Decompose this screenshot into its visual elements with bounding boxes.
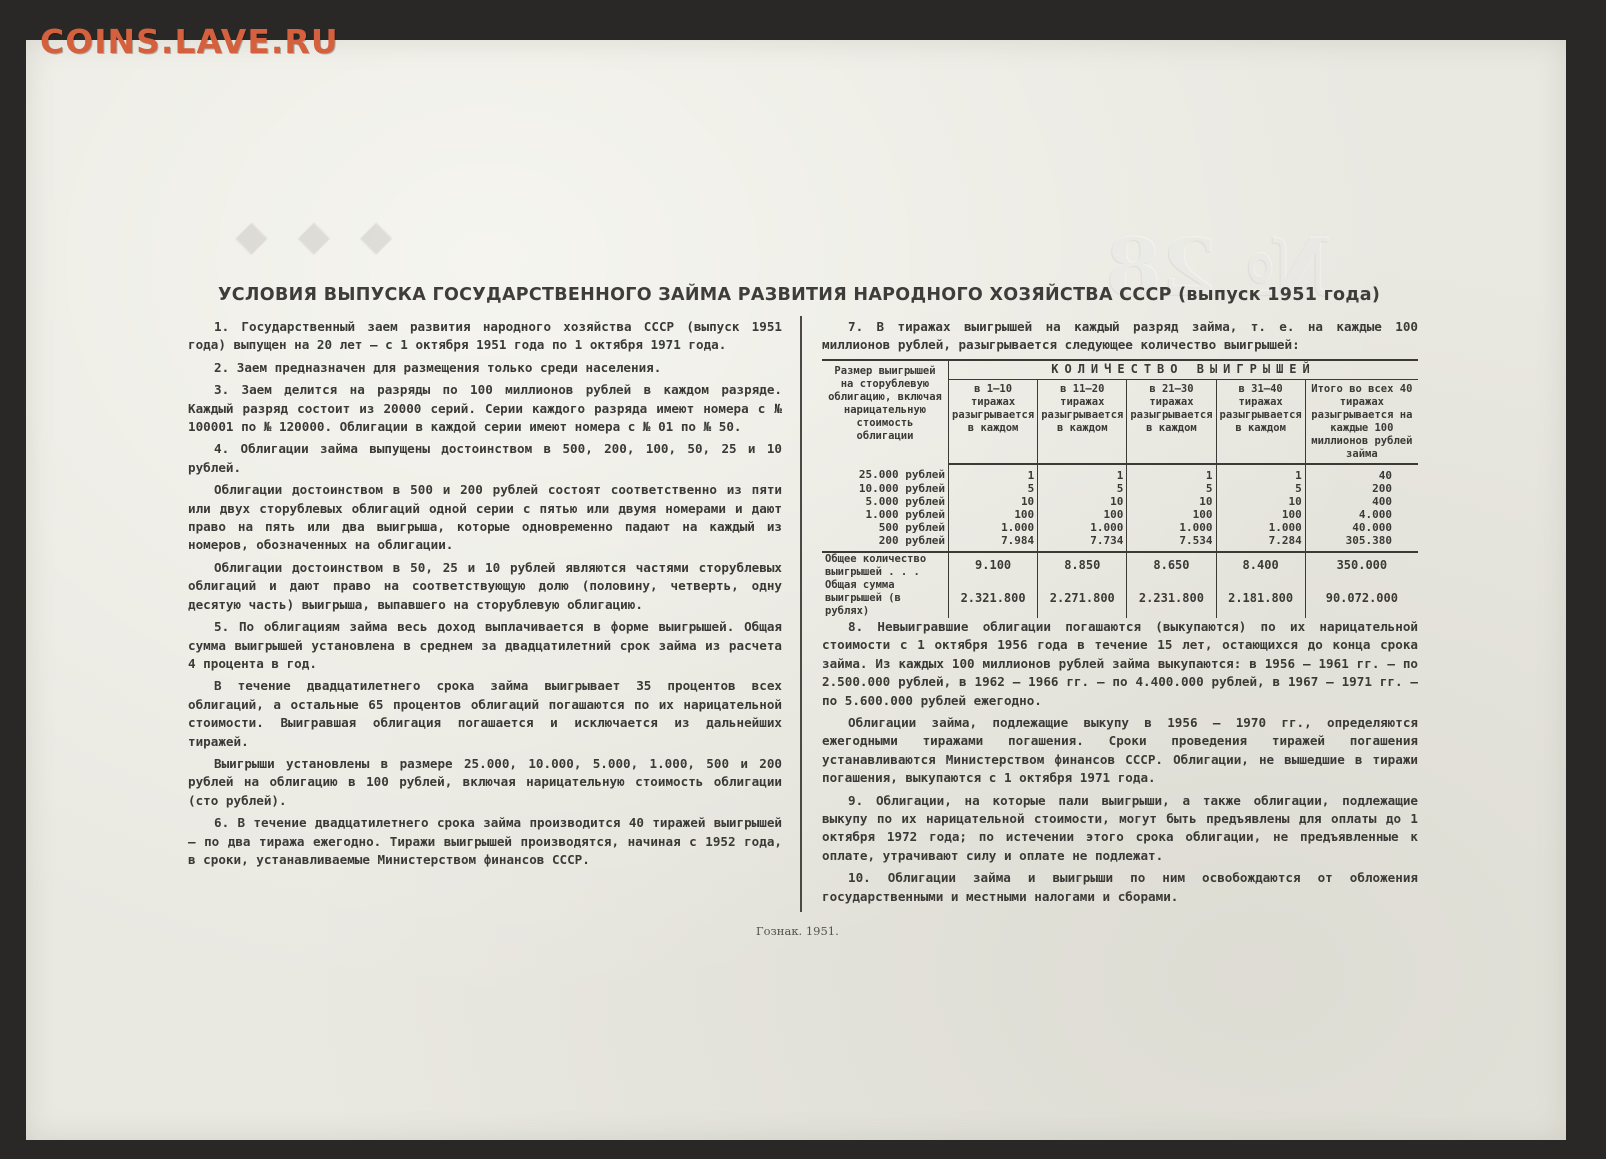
cell: 7.984 (949, 534, 1038, 552)
cell: 40.000 (1352, 520, 1392, 534)
table-header-col: в 31—40 тиражах разыгрывается в каждом (1216, 379, 1305, 464)
cell: 2.181.800 (1216, 579, 1305, 618)
right-column (822, 318, 1418, 904)
paragraph: 3. Заем делится на разряды по 100 миллионов рублей в каждом разряде. Каждый разряд состоит из 20000 серий. Серии каждого разряда имеют номера с № 100001 по № 120000. Облигации в каждой серии имеют номера с № 01 по № 50. (188, 382, 782, 435)
row-label: 10.000 рублей (822, 482, 949, 495)
cell: 305.380 (1305, 534, 1418, 552)
cell: 10 (1216, 495, 1305, 508)
embossed-series-mark: ◆◆◆ (206, 210, 393, 259)
cell: 8.400 (1216, 552, 1305, 579)
cell: 10 (1127, 495, 1216, 508)
cell: 4.000 (1358, 507, 1392, 521)
row-label: 1.000 рублей (822, 508, 949, 521)
cell: 9.100 (949, 552, 1038, 579)
cell: 5 (949, 482, 1038, 495)
table-header-col: в 11—20 тиражах разыгрывается в каждом (1038, 379, 1127, 464)
cell: 1.000 (1127, 521, 1216, 534)
paragraph: В течение двадцатилетнего срока займа выигрывает 35 процентов всех облигаций, а остальные 65 процентов облигаций погашаются по их нарицательной стоимости. Выигравшая облигация погашается и исключается из дальнейших тиражей. (188, 678, 782, 749)
table-header-prize-size: Размер выигрышей на сторублевую облигацию, включая нарицательную стоимость облигации (822, 360, 949, 464)
cell: 10 (949, 495, 1038, 508)
table-row (822, 508, 1418, 521)
cell: 5 (1216, 482, 1305, 495)
row-label: 500 рублей (822, 521, 949, 534)
table-row-total-sum (822, 579, 1418, 618)
paragraph: Облигации достоинством в 50, 25 и 10 рублей являются частями сторублевых облигаций и дают право на соответствующую долю (половину, четверть, одну десятую часть) выигрыша, выпавшего на сторублевую облигацию. (188, 559, 782, 612)
column-divider (800, 316, 802, 912)
printer-imprint: Гознак. 1951. (756, 924, 839, 938)
paragraph: 10. Облигации займа и выигрыши по ним освобождаются от обложения государственными и местными налогами и сборами. (822, 870, 1418, 904)
cell: 100 (1127, 508, 1216, 521)
cell: 7.734 (1038, 534, 1127, 552)
table-row (822, 482, 1418, 495)
table-row-total-count (822, 552, 1418, 579)
row-label: Общая сумма выигрышей (в рублях) (822, 579, 949, 618)
table-row (822, 521, 1418, 534)
paragraph: 8. Невыигравшие облигации погашаются (выкупаются) по их нарицательной стоимости с 1 октября 1956 года в течение 15 лет, остающихся до конца срока займа. Из каждых 100 миллионов рублей займа выкупаются: в 1956 — 1961 гг. — по 2.500.000 рублей, в 1962 — 1966 гг. — по 4.400.000 рублей, в 1967 — 1971 гг. — по 5.600.000 рублей ежегодно. (822, 619, 1418, 708)
left-column (188, 318, 782, 873)
cell: 40 (1378, 468, 1392, 482)
prize-table (822, 359, 1418, 618)
cell: 400 (1372, 494, 1392, 508)
cell: 7.284 (1216, 534, 1305, 552)
cell: 8.650 (1127, 552, 1216, 579)
right-paragraphs (822, 618, 1418, 910)
table-row (822, 534, 1418, 552)
cell: 8.850 (1038, 552, 1127, 579)
table-header-col: в 1—10 тиражах разыгрывается в каждом (949, 379, 1038, 464)
paragraph: 1. Государственный заем развития народного хозяйства СССР (выпуск 1951 года) выпущен на 20 лет — с 1 октября 1951 года по 1 октября 1971 года. (188, 319, 782, 353)
table-row (822, 464, 1418, 482)
cell: 100 (1038, 508, 1127, 521)
paragraph: Облигации достоинством в 500 и 200 рублей состоят соответственно из пяти или двух сторублевых облигаций одной серии с пятью или двумя номерами и дают право на пять или два выигрыша, которые одновременно падают на каждый из номеров, обозначенных на облигации. (188, 482, 782, 553)
paragraph: Облигации займа, подлежащие выкупу в 1956 — 1970 гг., определяются ежегодными тиражами погашения. Сроки проведения тиражей погашения устанавливаются Министерством финансов СССР. Облигации, не вышедшие в тиражи погашения, выкупаются с 1 октября 1971 года. (822, 715, 1418, 786)
cell: 2.231.800 (1127, 579, 1216, 618)
cell: 2.271.800 (1038, 579, 1127, 618)
cell: 5 (1127, 482, 1216, 495)
row-label: 25.000 рублей (822, 464, 949, 482)
cell: 100 (1216, 508, 1305, 521)
cell: 1 (1038, 464, 1127, 482)
cell: 350.000 (1336, 558, 1388, 573)
table-header-group: КОЛИЧЕСТВО ВЫИГРЫШЕЙ (949, 360, 1419, 380)
cell: 1 (949, 464, 1038, 482)
paragraph: 7. В тиражах выигрышей на каждый разряд займа, т. е. на каждые 100 миллионов рублей, разыгрывается следующее количество выигрышей: (822, 319, 1418, 353)
embossed-number-mark: № 28 (1106, 220, 1333, 314)
cell: 200 (1372, 481, 1392, 495)
cell: 1.000 (1038, 521, 1127, 534)
cell: 100 (949, 508, 1038, 521)
cell: 7.534 (1127, 534, 1216, 552)
table-header-col: в 21—30 тиражах разыгрывается в каждом (1127, 379, 1216, 464)
cell: 10 (1038, 495, 1127, 508)
document-title: УСЛОВИЯ ВЫПУСКА ГОСУДАРСТВЕННОГО ЗАЙМА РАЗВИТИЯ НАРОДНОГО ХОЗЯЙСТВА СССР (выпуск 1951 года) (218, 285, 1381, 305)
site-watermark: COINS.LAVE.RU (40, 22, 339, 61)
paragraph: Выигрыши установлены в размере 25.000, 10.000, 5.000, 1.000, 500 и 200 рублей на облигацию в 100 рублей, включая нарицательную стоимость облигации (сто рублей). (188, 755, 782, 808)
paragraph: 4. Облигации займа выпущены достоинством в 500, 200, 100, 50, 25 и 10 рублей. (188, 441, 782, 475)
row-label: 5.000 рублей (822, 495, 949, 508)
cell: 90.072.000 (1325, 590, 1398, 605)
paragraph: 2. Заем предназначен для размещения только среди населения. (214, 359, 662, 375)
table-header-col: Итого во всех 40 тиражах разыгрывается на каждые 100 миллионов рублей займа (1305, 379, 1418, 464)
row-label: 200 рублей (822, 534, 949, 552)
cell: 1.000 (1216, 521, 1305, 534)
cell: 1 (1127, 464, 1216, 482)
cell: 2.321.800 (949, 579, 1038, 618)
row-label: Общее количество выигрышей . . . (822, 552, 949, 579)
paragraph: 5. По облигациям займа весь доход выплачивается в форме выигрышей. Общая сумма выигрышей установлена в среднем за двадцатилетний срок займа из расчета 4 процента в год. (188, 619, 782, 671)
paragraph: 6. В течение двадцатилетнего срока займа производится 40 тиражей выигрышей — по два тиража ежегодно. Тиражи выигрышей производятся, начиная с 1952 года, в сроки, устанавливаемые Министерством финансов СССР. (188, 815, 782, 867)
paragraph: 9. Облигации, на которые пали выигрыши, а также облигации, подлежащие выкупу по их нарицательной стоимости, могут быть предъявлены для оплаты до 1 октября 1972 года; по истечении этого срока облигации, не предъявленные к оплате, утрачивают силу и оплате не подлежат. (822, 792, 1418, 863)
cell: 5 (1038, 482, 1127, 495)
cell: 1 (1216, 464, 1305, 482)
table-row (822, 495, 1418, 508)
cell: 1.000 (949, 521, 1038, 534)
